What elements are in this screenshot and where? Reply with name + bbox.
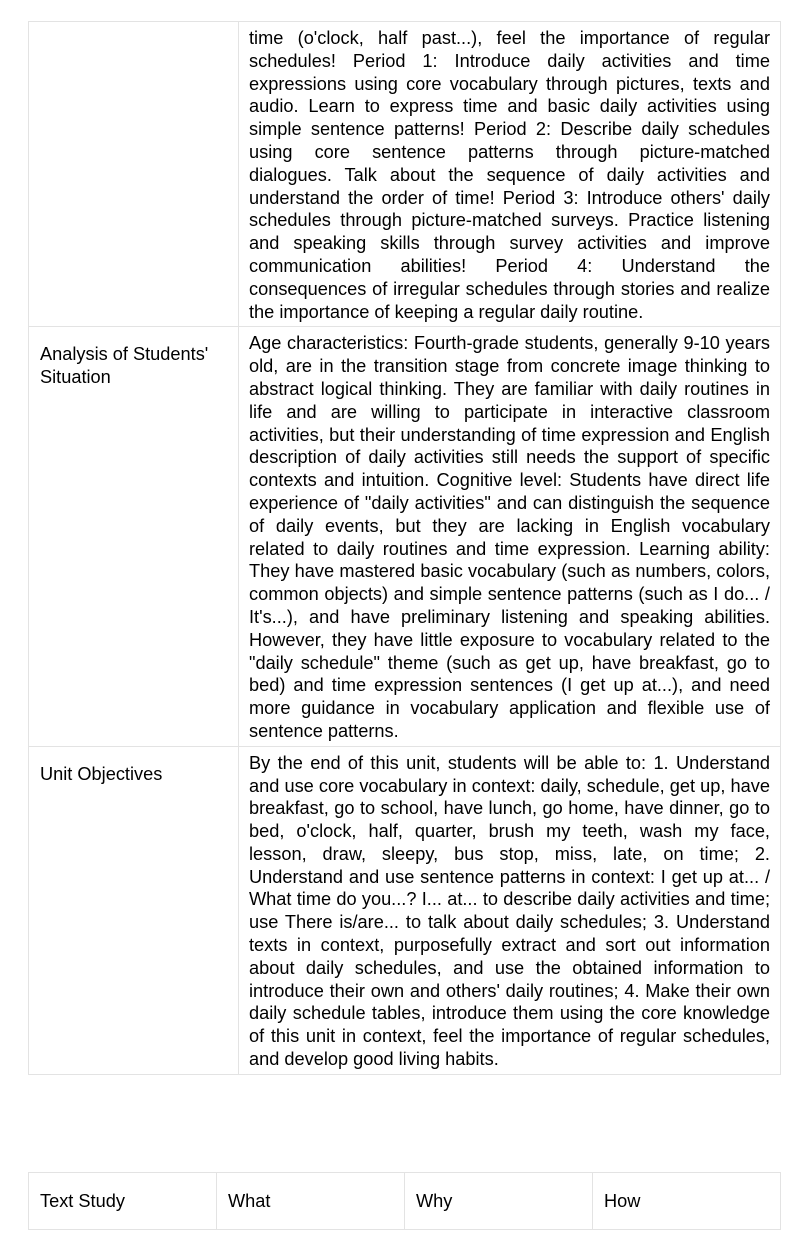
header-cell-what: What (217, 1173, 405, 1230)
table-row (29, 746, 781, 1074)
table-row (29, 22, 781, 327)
row-content: Age characteristics: Fourth-grade students, generally 9-10 years old, are in the transition stage from concrete image thinking to abstract logical thinking. They are familiar with daily routines in life and are willing to participate in interactive classroom activities, but their understanding of time expression and English description of daily activities still needs the support of specific contexts and intuition. Cognitive level: Students have direct life experience of "daily activities" and can distinguish the sequence of daily events, but they are lacking in English vocabulary related to daily routines and time expression. Learning ability: They have mastered basic vocabulary (such as numbers, colors, common objects) and simple sentence patterns (such as I do... / It's...), and have preliminary listening and speaking abilities. However, they have little exposure to vocabulary related to the "daily schedule" theme (such as get up, have breakfast, go to bed) and time expression sentences (I get up at...), and need more guidance in vocabulary application and flexible use of sentence patterns. (239, 327, 781, 746)
header-cell-why: Why (405, 1173, 593, 1230)
table-header-row (29, 1173, 781, 1230)
row-content: By the end of this unit, students will be able to: 1. Understand and use core vocabulary in context: daily, schedule, get up, have breakfast, go to school, have lunch, go home, have dinner, go to bed, o'clock, half, quarter, brush my teeth, wash my face, lesson, draw, sleepy, bus stop, miss, late, on time; 2. Understand and use sentence patterns in context: I get up at... / What time do you...? I... at... to describe daily activities and time; use There is/are... to talk about daily schedules; 3. Understand texts in context, purposefully extract and sort out information about daily schedules, and use the obtained information to introduce their own and others' daily routines; 4. Make their own daily schedule tables, introduce them using the core knowledge of this unit in context, feel the importance of regular schedules, and develop good living habits. (239, 746, 781, 1074)
header-cell-text-study: Text Study (29, 1173, 217, 1230)
row-label: Unit Objectives (29, 746, 239, 1074)
header-cell-how: How (593, 1173, 781, 1230)
row-label: Analysis of Students' Situation (29, 327, 239, 746)
table-row (29, 327, 781, 746)
lesson-plan-table (28, 21, 781, 1075)
row-label (29, 22, 239, 327)
row-content: time (o'clock, half past...), feel the importance of regular schedules! Period 1: Introduce daily activities and time expressions using core vocabulary through pictures, texts and audio. Learn to express time and basic daily activities using simple sentence patterns! Period 2: Describe daily schedules using core sentence patterns through picture-matched dialogues. Talk about the sequence of daily activities and understand the order of time! Period 3: Introduce others' daily schedules through picture-matched surveys. Practice listening and speaking skills through survey activities and improve communication abilities! Period 4: Understand the consequences of irregular schedules through stories and realize the importance of keeping a regular daily routine. (239, 22, 781, 327)
text-study-table (28, 1172, 781, 1230)
